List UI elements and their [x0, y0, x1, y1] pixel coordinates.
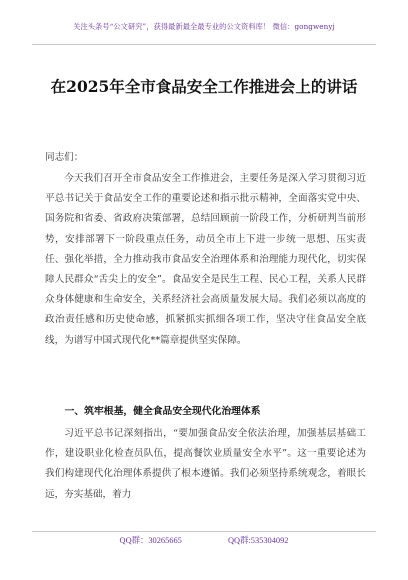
footer-divider [32, 531, 376, 532]
footer-qq-group-2: QQ群:535304092 [227, 536, 289, 545]
header-divider [32, 44, 376, 45]
footer-qq-group-1: QQ群：30265665 [119, 536, 182, 545]
document-title: 在2025年全市食品安全工作推进会上的讲话 [50, 77, 358, 96]
paragraph-1: 今天我们召开全市食品安全工作推进会，主要任务是深入学习贯彻习近平总书记关于食品安全工作的重要论述和指示批示精神，全面落实党中央、国务院和省委、省政府决策部署，总结回顾前一阶段工作，分析研判当前形势，安排部署下一阶段重点任务，动员全市上下进一步统一思想、压实责任、强化举措，全力推动我市食品安全治理体系和治理能力现代化，切实保障人民群众“舌尖上的安全”。食品安全是民生工程、民心工程，关系人民群众身体健康和生命安全，关系经济社会高质量发展大局。我们必须以高度的政治责任感和历史使命感，抓紧抓实抓细各项工作，坚决守住食品安全底线，为谱写中国式现代化**篇章提供坚实保障。 [45, 173, 366, 346]
paragraph-2: 习近平总书记深刻指出，“要加强食品安全依法治理，加强基层基础工作，建设职业化检查员队伍，提高餐饮业质量安全水平”。这一重要论述为我们构建现代化治理体系提供了根本遵循。我们必须坚持系统观念，着眼长远，夯实基础，着力 [45, 428, 366, 500]
section-heading-1: 一、筑牢根基，健全食品安全现代化治理体系 [64, 406, 261, 417]
salutation: 同志们： [45, 152, 84, 163]
footer [0, 534, 408, 546]
header-note: 关注头条号“公文研究”，获得最新最全最专业的公文资料库！ 微信：gongwenyj [73, 22, 335, 31]
